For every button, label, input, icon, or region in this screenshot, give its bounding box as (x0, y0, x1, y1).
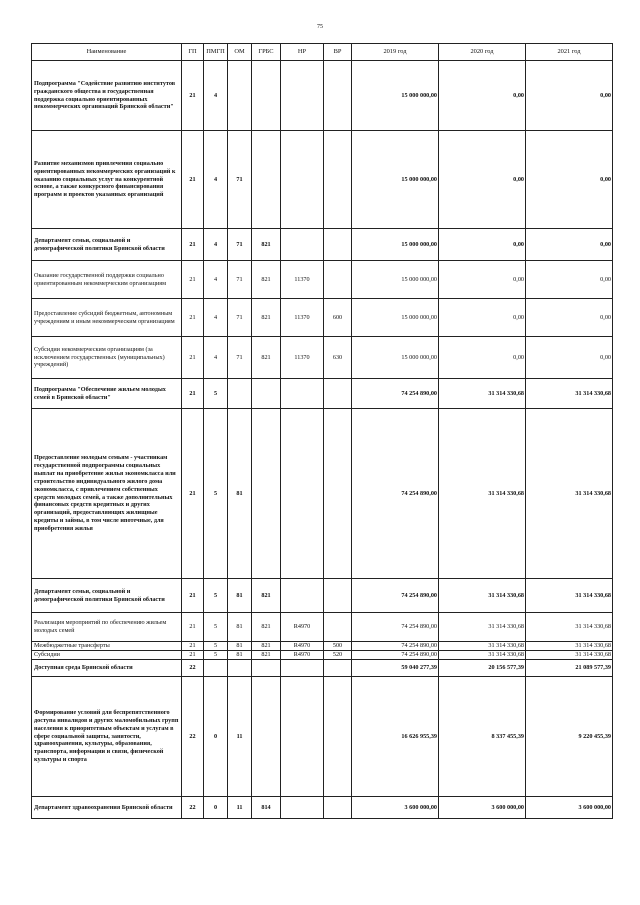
cell-vr (324, 660, 352, 677)
cell-name: Предоставление молодым семьям - участникам государственной подпрограммы социальных выплат на приобретение жилья экономкласса или строительство индивидуального жилого дома экономкласса, с привлечением собственных средств молодых семей, а также дополнительных финансовых средств кредитных и других организаций, предоставляющих жилищные кредиты и займы, в том числе ипотечные, для приобретения жилья (32, 409, 182, 579)
cell-y2021: 31 314 330,68 (526, 613, 613, 642)
cell-y2019: 15 000 000,00 (352, 131, 439, 229)
cell-name: Развитие механизмов привлечения социально ориентированных некоммерческих организаций к оказанию социальных услуг на конкурентной основе, а также конкурсного финансирования программ и проектов указанных организаций (32, 131, 182, 229)
cell-pmgp: 4 (204, 131, 228, 229)
table-row (32, 229, 613, 261)
cell-nr (281, 379, 324, 409)
cell-nr: R4970 (281, 651, 324, 660)
cell-name: Департамент здравоохранения Брянской области (32, 797, 182, 819)
cell-name: Субсидии (32, 651, 182, 660)
cell-name: Субсидии некоммерческим организациям (за исключением государственных (муниципальных) учреждений) (32, 337, 182, 379)
cell-pmgp: 5 (204, 613, 228, 642)
cell-pmgp: 4 (204, 261, 228, 299)
cell-om: 71 (228, 131, 252, 229)
col-header-name: Наименование (32, 44, 182, 61)
cell-y2021: 31 314 330,68 (526, 379, 613, 409)
cell-y2019: 15 000 000,00 (352, 337, 439, 379)
col-header-grbs: ГРБС (252, 44, 281, 61)
cell-name: Подпрограмма "Содействие развитию институтов гражданского общества и государственная поддержка социально ориентированных некоммерческих организаций Брянской области" (32, 61, 182, 131)
cell-y2021: 0,00 (526, 261, 613, 299)
cell-pmgp: 0 (204, 677, 228, 797)
cell-y2019: 59 040 277,39 (352, 660, 439, 677)
cell-pmgp: 4 (204, 337, 228, 379)
table-row (32, 677, 613, 797)
cell-name: Департамент семьи, социальной и демографической политики Брянской области (32, 579, 182, 613)
table-row (32, 337, 613, 379)
cell-nr (281, 797, 324, 819)
cell-y2020: 31 314 330,68 (439, 379, 526, 409)
cell-grbs: 821 (252, 613, 281, 642)
cell-gp: 21 (182, 61, 204, 131)
cell-gp: 21 (182, 131, 204, 229)
cell-gp: 21 (182, 642, 204, 651)
cell-vr: 630 (324, 337, 352, 379)
cell-gp: 21 (182, 579, 204, 613)
cell-y2019: 74 254 890,00 (352, 642, 439, 651)
cell-grbs: 821 (252, 337, 281, 379)
cell-y2020: 3 600 000,00 (439, 797, 526, 819)
table-row (32, 579, 613, 613)
cell-y2021: 31 314 330,68 (526, 651, 613, 660)
cell-vr (324, 613, 352, 642)
cell-name: Предоставление субсидий бюджетным, автономным учреждениям и иным некоммерческим организациям (32, 299, 182, 337)
cell-nr (281, 61, 324, 131)
table-row (32, 651, 613, 660)
cell-y2020: 0,00 (439, 131, 526, 229)
budget-table (31, 43, 613, 819)
cell-y2021: 21 089 577,39 (526, 660, 613, 677)
cell-gp: 21 (182, 613, 204, 642)
cell-y2021: 31 314 330,68 (526, 409, 613, 579)
cell-grbs: 814 (252, 797, 281, 819)
col-header-om: ОМ (228, 44, 252, 61)
cell-pmgp: 5 (204, 651, 228, 660)
cell-grbs (252, 677, 281, 797)
cell-y2020: 0,00 (439, 61, 526, 131)
cell-om: 81 (228, 651, 252, 660)
table-row (32, 261, 613, 299)
cell-om: 71 (228, 299, 252, 337)
table-header-row (32, 44, 613, 61)
cell-y2019: 15 000 000,00 (352, 261, 439, 299)
cell-y2021: 0,00 (526, 131, 613, 229)
cell-pmgp: 4 (204, 61, 228, 131)
cell-y2019: 74 254 890,00 (352, 613, 439, 642)
table-row (32, 61, 613, 131)
cell-grbs (252, 131, 281, 229)
cell-pmgp: 4 (204, 229, 228, 261)
cell-y2020: 31 314 330,68 (439, 409, 526, 579)
cell-pmgp: 5 (204, 579, 228, 613)
cell-pmgp: 5 (204, 642, 228, 651)
cell-y2020: 20 156 577,39 (439, 660, 526, 677)
cell-y2020: 31 314 330,68 (439, 651, 526, 660)
cell-y2020: 0,00 (439, 261, 526, 299)
table-row (32, 131, 613, 229)
cell-grbs (252, 379, 281, 409)
cell-y2020: 31 314 330,68 (439, 613, 526, 642)
cell-y2021: 0,00 (526, 337, 613, 379)
cell-name: Реализация мероприятий по обеспечению жильем молодых семей (32, 613, 182, 642)
cell-name: Департамент семьи, социальной и демографической политики Брянской области (32, 229, 182, 261)
cell-name: Межбюджетные трансферты (32, 642, 182, 651)
cell-nr: 11370 (281, 299, 324, 337)
col-header-2021: 2021 год (526, 44, 613, 61)
cell-nr: 11370 (281, 337, 324, 379)
cell-pmgp: 0 (204, 797, 228, 819)
cell-y2021: 0,00 (526, 61, 613, 131)
cell-vr (324, 229, 352, 261)
cell-y2021: 31 314 330,68 (526, 579, 613, 613)
cell-vr: 500 (324, 642, 352, 651)
cell-vr (324, 579, 352, 613)
table-row (32, 299, 613, 337)
table-row (32, 379, 613, 409)
cell-nr: R4970 (281, 642, 324, 651)
cell-nr (281, 579, 324, 613)
cell-grbs: 821 (252, 229, 281, 261)
col-header-gp: ГП (182, 44, 204, 61)
cell-gp: 21 (182, 337, 204, 379)
cell-name: Оказание государственной поддержки социально ориентированным некоммерческим организациям (32, 261, 182, 299)
cell-y2019: 74 254 890,00 (352, 379, 439, 409)
cell-y2021: 31 314 330,68 (526, 642, 613, 651)
cell-name: Доступная среда Брянской области (32, 660, 182, 677)
cell-y2020: 0,00 (439, 299, 526, 337)
cell-gp: 21 (182, 379, 204, 409)
cell-y2019: 15 000 000,00 (352, 61, 439, 131)
table-body (32, 61, 613, 819)
cell-vr (324, 409, 352, 579)
cell-pmgp (204, 660, 228, 677)
cell-om: 71 (228, 337, 252, 379)
cell-gp: 21 (182, 299, 204, 337)
col-header-2019: 2019 год (352, 44, 439, 61)
cell-om (228, 379, 252, 409)
cell-vr (324, 677, 352, 797)
cell-y2020: 8 337 455,39 (439, 677, 526, 797)
page-number: 75 (317, 24, 323, 30)
cell-vr: 600 (324, 299, 352, 337)
cell-grbs: 821 (252, 642, 281, 651)
cell-pmgp: 4 (204, 299, 228, 337)
cell-y2020: 31 314 330,68 (439, 642, 526, 651)
cell-om: 81 (228, 642, 252, 651)
cell-vr (324, 61, 352, 131)
cell-name: Формирование условий для беспрепятственного доступа инвалидов и других маломобильных групп населения к приоритетным объектам и услугам в сфере социальной защиты, занятости, здравоохранения, культуры, образования, транспорта, информации и связи, физической культуры и спорта (32, 677, 182, 797)
table-row (32, 660, 613, 677)
col-header-2020: 2020 год (439, 44, 526, 61)
cell-gp: 21 (182, 651, 204, 660)
col-header-vr: ВР (324, 44, 352, 61)
cell-nr (281, 131, 324, 229)
cell-om: 71 (228, 229, 252, 261)
cell-y2021: 3 600 000,00 (526, 797, 613, 819)
cell-grbs: 821 (252, 261, 281, 299)
cell-y2020: 0,00 (439, 337, 526, 379)
cell-vr (324, 379, 352, 409)
cell-y2019: 74 254 890,00 (352, 409, 439, 579)
cell-gp: 22 (182, 660, 204, 677)
cell-name: Подпрограмма "Обеспечение жильем молодых семей в Брянской области" (32, 379, 182, 409)
table-row (32, 797, 613, 819)
cell-om (228, 61, 252, 131)
cell-y2021: 0,00 (526, 299, 613, 337)
cell-om: 71 (228, 261, 252, 299)
cell-grbs: 821 (252, 651, 281, 660)
cell-nr: R4970 (281, 613, 324, 642)
cell-vr (324, 797, 352, 819)
cell-om: 81 (228, 409, 252, 579)
cell-nr (281, 409, 324, 579)
cell-nr: 11370 (281, 261, 324, 299)
cell-grbs (252, 61, 281, 131)
cell-vr (324, 131, 352, 229)
cell-grbs (252, 409, 281, 579)
cell-om: 81 (228, 579, 252, 613)
cell-y2019: 74 254 890,00 (352, 579, 439, 613)
cell-pmgp: 5 (204, 409, 228, 579)
table-row (32, 613, 613, 642)
cell-y2021: 0,00 (526, 229, 613, 261)
cell-y2019: 16 626 955,39 (352, 677, 439, 797)
table-row (32, 409, 613, 579)
cell-y2019: 15 000 000,00 (352, 299, 439, 337)
cell-om: 11 (228, 797, 252, 819)
table-row (32, 642, 613, 651)
cell-y2019: 15 000 000,00 (352, 229, 439, 261)
cell-gp: 21 (182, 261, 204, 299)
cell-y2019: 3 600 000,00 (352, 797, 439, 819)
cell-grbs: 821 (252, 579, 281, 613)
cell-y2021: 9 220 455,39 (526, 677, 613, 797)
cell-y2020: 31 314 330,68 (439, 579, 526, 613)
cell-gp: 21 (182, 409, 204, 579)
cell-vr: 520 (324, 651, 352, 660)
cell-om: 11 (228, 677, 252, 797)
cell-grbs (252, 660, 281, 677)
cell-gp: 21 (182, 229, 204, 261)
cell-gp: 22 (182, 797, 204, 819)
col-header-nr: НР (281, 44, 324, 61)
cell-nr (281, 229, 324, 261)
cell-nr (281, 677, 324, 797)
cell-pmgp: 5 (204, 379, 228, 409)
cell-y2020: 0,00 (439, 229, 526, 261)
cell-vr (324, 261, 352, 299)
cell-gp: 22 (182, 677, 204, 797)
cell-y2019: 74 254 890,00 (352, 651, 439, 660)
cell-om (228, 660, 252, 677)
col-header-pmgp: ПМГП (204, 44, 228, 61)
cell-om: 81 (228, 613, 252, 642)
cell-nr (281, 660, 324, 677)
cell-grbs: 821 (252, 299, 281, 337)
